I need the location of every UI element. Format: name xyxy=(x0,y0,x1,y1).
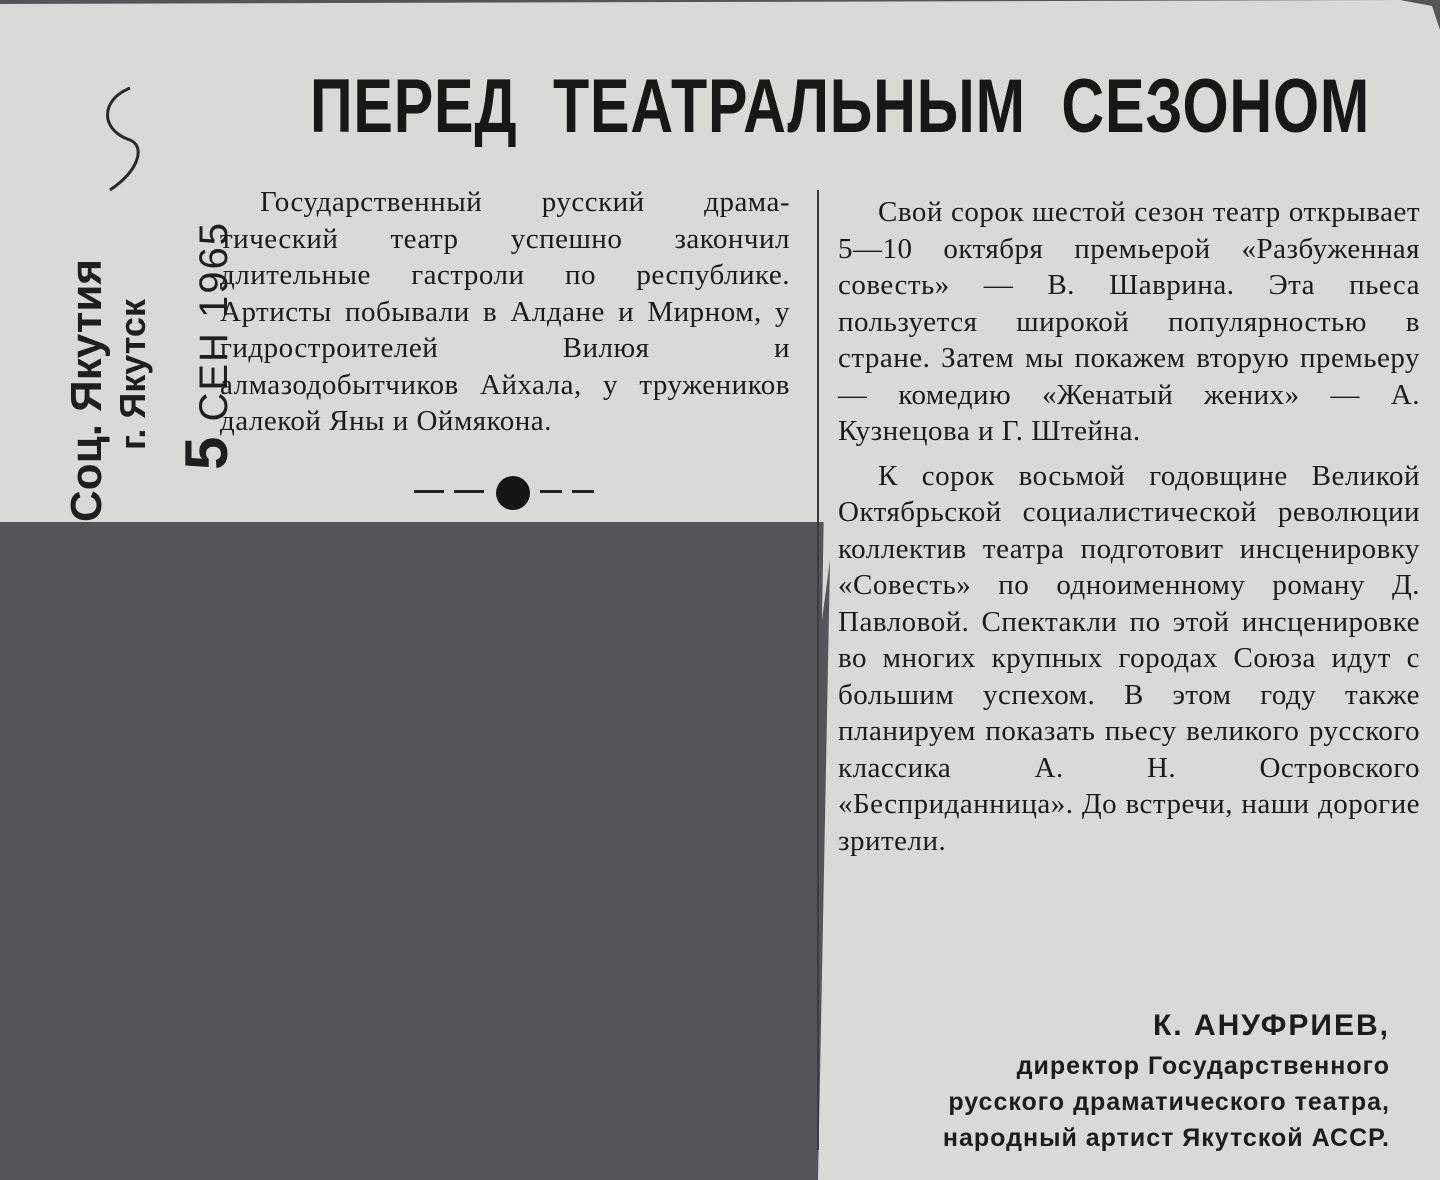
author-name: К. АНУФРИЕВ, xyxy=(1152,1009,1390,1042)
separator-dot-icon xyxy=(496,476,530,510)
author-position-line-1: директор Государственного xyxy=(1016,1052,1390,1080)
handwritten-mark-icon xyxy=(90,80,150,200)
article-right-column xyxy=(838,194,1420,859)
stamp-city: г. Якутск xyxy=(112,299,153,450)
archive-stamp xyxy=(30,40,240,530)
left-paragraph: Государственный русский драма-тический театр успешно закончил длительные гастроли по республике. Артисты побывали в Алдане и Мирном, у гидростроителей Вилюя и алмазодобытчиков Айхала, у тружеников далекой Яны и Оймякона. xyxy=(220,186,790,437)
separator-dash xyxy=(572,490,594,493)
stamp-date-rest: СЕН 1965 xyxy=(192,220,236,435)
separator-dash xyxy=(414,490,444,493)
author-position xyxy=(830,1048,1390,1156)
separator-dash xyxy=(540,490,562,493)
right-paragraph-2: К сорок восьмой годовщине Великой Октябрьской социалистической революции коллектив театра подготовит инсценировку «Совесть» по одноименному роману Д. Павловой. Спектакли по этой инсценировке во многих крупных городах Союза идут с большим успехом. В этом году также планируем показать пьесу великого русского классика А. Н. Островского «Бесприданница». До встречи, наши дорогие зрители. xyxy=(838,459,1420,857)
author-position-line-3: народный артист Якутской АССР. xyxy=(942,1124,1390,1152)
column-rule xyxy=(817,190,819,1150)
author-signature xyxy=(830,1004,1390,1156)
headline: ПЕРЕД ТЕАТРАЛЬНЫМ СЕЗОНОМ xyxy=(310,64,1371,149)
stamp-date-day: 5 xyxy=(173,434,240,470)
stamp-newspaper-name: Соц. Якутия xyxy=(62,258,111,522)
article-left-column xyxy=(220,184,790,440)
separator-dash xyxy=(454,490,484,493)
right-paragraph-1: Свой сорок шестой сезон театр открывает 5—10 октября премьерой «Разбуженная совесть» — В. Шаврина. Эта пьеса пользуется широкой популярностью в стране. Затем мы покажем вторую премьеру — комедию «Женатый жених» — А. Кузнецова и Г. Штейна. xyxy=(838,196,1420,447)
section-separator xyxy=(410,472,610,512)
bleed-through-text xyxy=(230,2,1410,42)
author-position-line-2: русского драматического театра, xyxy=(948,1088,1390,1116)
